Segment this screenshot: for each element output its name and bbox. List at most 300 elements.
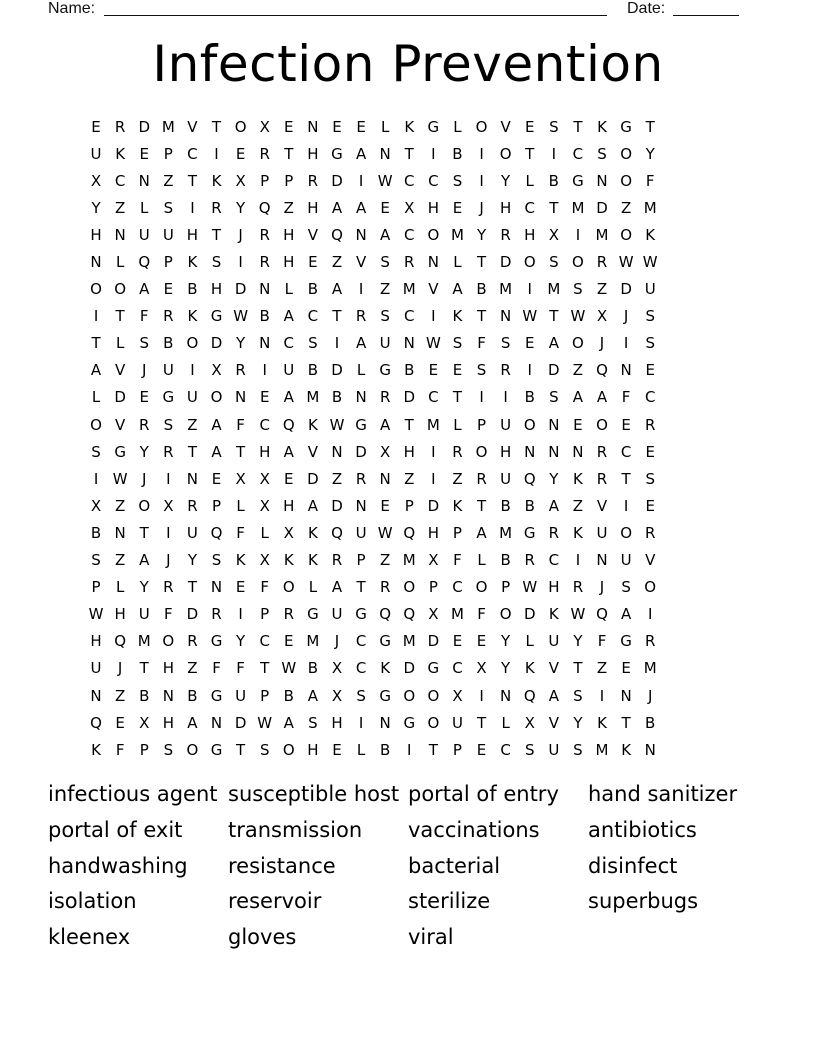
grid-letter: S <box>211 253 222 272</box>
grid-letter: Z <box>380 551 391 570</box>
grid-letter: L <box>115 334 125 353</box>
grid-letter: G <box>620 117 632 136</box>
grid-letter: M <box>137 632 151 651</box>
grid-letter: C <box>572 144 584 163</box>
word-list-item: isolation <box>48 889 137 914</box>
grid-letter: P <box>260 605 270 624</box>
grid-letter: U <box>138 225 150 244</box>
grid-letter: G <box>427 659 440 678</box>
grid-letter: A <box>380 415 391 434</box>
grid-letter: U <box>235 686 247 705</box>
grid-letter: Z <box>452 469 463 488</box>
grid-letter: X <box>235 171 246 190</box>
grid-letter: D <box>523 605 536 624</box>
grid-letter: C <box>524 198 535 217</box>
grid-letter: Q <box>379 605 392 624</box>
grid-letter: I <box>479 388 484 407</box>
grid-letter: N <box>620 686 632 705</box>
grid-letter: B <box>500 496 511 515</box>
grid-letter: K <box>307 415 318 434</box>
grid-letter: C <box>644 388 656 407</box>
grid-letter: S <box>452 334 463 353</box>
grid-letter: T <box>573 117 583 136</box>
grid-letter: W <box>642 253 658 272</box>
grid-letter: C <box>404 307 415 326</box>
grid-letter: I <box>527 361 532 380</box>
grid-letter: H <box>283 496 295 515</box>
grid-letter: K <box>524 659 535 678</box>
grid-letter: T <box>452 388 463 407</box>
grid-letter: E <box>380 198 390 217</box>
grid-letter: W <box>570 307 586 326</box>
grid-letter: H <box>162 713 174 732</box>
word-list <box>48 776 768 955</box>
grid-letter: R <box>163 442 174 461</box>
grid-letter: S <box>573 280 583 299</box>
grid-letter: I <box>503 388 508 407</box>
grid-letter: Q <box>331 523 343 542</box>
grid-letter: J <box>117 659 123 678</box>
grid-letter: Q <box>403 605 416 624</box>
grid-letter: T <box>621 713 631 732</box>
grid-letter: A <box>476 523 487 542</box>
grid-letter: H <box>259 442 271 461</box>
grid-letter: O <box>282 578 295 597</box>
grid-letter: Z <box>163 171 174 190</box>
grid-letter: N <box>644 740 656 759</box>
date-blank-line <box>673 15 739 16</box>
grid-letter: B <box>187 280 198 299</box>
grid-row <box>84 276 735 303</box>
grid-letter: M <box>643 198 657 217</box>
grid-letter: V <box>187 117 198 136</box>
grid-letter: J <box>599 334 605 353</box>
grid-row <box>84 709 735 736</box>
grid-letter: C <box>404 171 415 190</box>
grid-letter: P <box>452 740 462 759</box>
grid-letter: Q <box>282 415 295 434</box>
grid-letter: X <box>259 117 270 136</box>
header <box>48 0 748 20</box>
grid-letter: O <box>403 578 416 597</box>
grid-letter: L <box>453 253 462 272</box>
word-list-item: hand sanitizer <box>588 782 738 806</box>
grid-letter: D <box>331 171 343 190</box>
grid-letter: Y <box>549 469 559 488</box>
grid-letter: O <box>523 415 536 434</box>
grid-letter: E <box>573 415 583 434</box>
grid-letter: X <box>211 361 222 380</box>
grid-letter: H <box>307 740 319 759</box>
grid-letter: K <box>91 740 101 759</box>
grid-letter: T <box>404 415 414 434</box>
grid-letter: F <box>260 578 270 597</box>
grid-letter: F <box>477 605 486 624</box>
grid-letter: X <box>139 713 150 732</box>
grid-letter: I <box>623 334 629 353</box>
grid-letter: N <box>379 469 391 488</box>
grid-letter: I <box>431 469 436 488</box>
grid-letter: T <box>549 307 559 326</box>
grid-letter: O <box>499 144 512 163</box>
grid-letter: P <box>452 523 462 542</box>
grid-letter: L <box>115 578 125 597</box>
grid-letter: G <box>379 686 391 705</box>
grid-letter: I <box>214 144 219 163</box>
grid-letter: Q <box>596 361 608 380</box>
grid-letter: K <box>187 253 198 272</box>
grid-letter: O <box>475 117 488 136</box>
grid-row <box>84 384 735 411</box>
grid-letter: C <box>452 578 463 597</box>
word-list-item: antibiotics <box>588 817 697 842</box>
grid-letter: R <box>355 469 367 488</box>
grid-letter: C <box>428 171 439 190</box>
grid-letter: B <box>524 496 535 515</box>
grid-letter: U <box>620 551 632 570</box>
grid-letter: W <box>377 523 393 542</box>
grid-letter: Y <box>501 659 511 678</box>
grid-letter: L <box>140 198 149 217</box>
grid-letter: W <box>618 253 634 272</box>
grid-letter: M <box>402 280 416 299</box>
grid-letter: U <box>548 740 560 759</box>
grid-letter: N <box>596 551 608 570</box>
grid-letter: N <box>210 578 223 597</box>
grid-letter: O <box>620 144 633 163</box>
grid-letter: B <box>476 280 487 299</box>
grid-letter: G <box>523 523 536 542</box>
grid-letter: A <box>139 280 150 299</box>
grid-letter: E <box>524 117 535 136</box>
grid-letter: O <box>475 578 488 597</box>
grid-letter: D <box>234 280 247 299</box>
grid-letter: X <box>259 551 270 570</box>
grid-letter: O <box>282 740 295 759</box>
grid-letter: N <box>138 171 150 190</box>
grid-letter: N <box>259 280 271 299</box>
grid-letter: A <box>307 496 319 515</box>
grid-letter: R <box>355 307 367 326</box>
grid-letter: R <box>235 361 246 380</box>
grid-letter: H <box>427 523 439 542</box>
grid-letter: A <box>331 198 343 217</box>
grid-letter: I <box>431 442 436 461</box>
grid-letter: G <box>379 632 391 651</box>
grid-letter: S <box>476 361 487 380</box>
grid-letter: B <box>331 388 343 407</box>
grid-letter: X <box>163 496 174 515</box>
grid-letter: D <box>596 198 608 217</box>
grid-letter: S <box>91 442 101 461</box>
grid-letter: I <box>358 713 364 732</box>
grid-letter: F <box>236 523 245 542</box>
grid-letter: X <box>90 171 102 190</box>
grid-row <box>84 736 735 763</box>
grid-letter: R <box>452 442 463 461</box>
grid-letter: Z <box>187 659 198 678</box>
grid-letter: B <box>452 144 463 163</box>
grid-row <box>84 221 735 248</box>
grid-letter: N <box>596 171 608 190</box>
grid-letter: V <box>645 551 656 570</box>
grid-letter: U <box>186 523 198 542</box>
grid-letter: S <box>573 740 583 759</box>
grid-letter: V <box>307 442 319 461</box>
grid-letter: V <box>548 713 559 732</box>
grid-letter: Y <box>236 198 246 217</box>
grid-letter: M <box>499 280 513 299</box>
grid-letter: D <box>138 117 151 136</box>
grid-letter: T <box>476 307 487 326</box>
grid-letter: O <box>523 253 536 272</box>
grid-letter: S <box>163 740 174 759</box>
grid-letter: L <box>525 632 534 651</box>
grid-letter: Z <box>115 686 126 705</box>
grid-letter: D <box>307 469 319 488</box>
grid-letter: B <box>163 334 174 353</box>
grid-letter: E <box>115 713 125 732</box>
grid-letter: T <box>549 198 559 217</box>
grid-letter: Z <box>115 198 126 217</box>
grid-letter: I <box>358 171 364 190</box>
grid-letter: I <box>93 469 99 488</box>
grid-letter: B <box>404 361 415 380</box>
grid-letter: A <box>139 551 150 570</box>
grid-letter: I <box>623 496 629 515</box>
grid-letter: G <box>355 605 367 624</box>
grid-letter: I <box>479 171 484 190</box>
grid-letter: O <box>403 686 416 705</box>
grid-letter: I <box>479 686 484 705</box>
grid-letter: P <box>501 578 511 597</box>
grid-letter: T <box>187 171 197 190</box>
grid-letter: K <box>115 144 126 163</box>
grid-letter: V <box>596 496 608 515</box>
grid-letter: R <box>500 361 511 380</box>
grid-letter: N <box>114 225 126 244</box>
grid-letter: N <box>379 144 391 163</box>
grid-letter: H <box>90 632 102 651</box>
grid-letter: T <box>356 578 366 597</box>
grid-letter: F <box>212 659 221 678</box>
word-list-item: reservoir <box>228 889 322 914</box>
grid-letter: A <box>452 280 463 299</box>
grid-letter: K <box>187 307 198 326</box>
grid-letter: M <box>402 632 416 651</box>
grid-letter: P <box>139 740 149 759</box>
grid-letter: L <box>453 117 462 136</box>
grid-row <box>84 357 735 384</box>
grid-letter: L <box>501 713 510 732</box>
grid-letter: S <box>524 740 535 759</box>
grid-letter: M <box>595 225 609 244</box>
grid-letter: H <box>210 280 223 299</box>
grid-letter: S <box>163 415 174 434</box>
grid-row <box>84 411 735 438</box>
grid-letter: J <box>142 469 147 488</box>
grid-letter: J <box>238 225 243 244</box>
grid-letter: M <box>571 198 585 217</box>
grid-letter: G <box>210 632 223 651</box>
grid-letter: A <box>211 442 222 461</box>
grid-letter: H <box>427 198 439 217</box>
grid-letter: H <box>114 605 126 624</box>
grid-letter: J <box>599 578 605 597</box>
grid-row <box>84 465 735 492</box>
grid-letter: U <box>162 361 174 380</box>
name-blank-line <box>104 15 607 16</box>
grid-letter: I <box>93 307 99 326</box>
grid-letter: I <box>599 686 605 705</box>
grid-letter: T <box>115 307 125 326</box>
grid-letter: F <box>139 307 149 326</box>
grid-letter: X <box>331 686 343 705</box>
grid-row <box>84 167 735 194</box>
grid-letter: J <box>334 632 340 651</box>
grid-letter: R <box>644 415 656 434</box>
word-list-item: resistance <box>228 853 336 878</box>
grid-letter: E <box>235 144 246 163</box>
grid-letter: G <box>114 442 126 461</box>
grid-letter: B <box>307 280 319 299</box>
grid-letter: D <box>210 334 223 353</box>
grid-letter: Z <box>596 659 608 678</box>
grid-letter: L <box>308 578 318 597</box>
grid-letter: R <box>379 578 391 597</box>
grid-letter: Q <box>403 523 416 542</box>
grid-letter: M <box>402 551 416 570</box>
grid-letter: R <box>283 605 295 624</box>
grid-letter: V <box>115 415 126 434</box>
grid-letter: J <box>479 198 484 217</box>
grid-letter: S <box>621 578 631 597</box>
grid-letter: Z <box>115 551 126 570</box>
grid-row <box>84 682 735 709</box>
grid-letter: F <box>236 659 245 678</box>
grid-letter: N <box>331 442 343 461</box>
grid-letter: Q <box>210 523 223 542</box>
grid-row <box>84 194 735 221</box>
grid-letter: G <box>210 740 223 759</box>
grid-row <box>84 574 735 601</box>
grid-letter: Q <box>138 253 151 272</box>
word-list-item: portal of entry <box>408 782 559 806</box>
grid-letter: P <box>260 171 270 190</box>
grid-letter: P <box>356 551 366 570</box>
grid-letter: X <box>548 225 559 244</box>
grid-letter: C <box>307 307 319 326</box>
grid-letter: R <box>524 551 535 570</box>
grid-letter: Z <box>187 415 198 434</box>
grid-letter: C <box>428 388 439 407</box>
grid-letter: T <box>236 740 246 759</box>
grid-letter: E <box>332 117 342 136</box>
grid-letter: N <box>548 415 560 434</box>
grid-letter: N <box>572 442 584 461</box>
grid-letter: Z <box>115 496 126 515</box>
grid-letter: B <box>307 659 319 678</box>
grid-letter: H <box>331 713 343 732</box>
grid-letter: C <box>187 144 198 163</box>
grid-letter: X <box>235 469 246 488</box>
grid-letter: U <box>596 523 608 542</box>
grid-letter: C <box>404 225 415 244</box>
grid-letter: T <box>284 144 294 163</box>
grid-letter: V <box>307 225 319 244</box>
grid-letter: M <box>450 225 464 244</box>
grid-letter: D <box>355 442 367 461</box>
grid-letter: E <box>621 659 631 678</box>
grid-letter: Y <box>501 632 511 651</box>
grid-letter: H <box>307 144 319 163</box>
grid-letter: S <box>380 307 390 326</box>
grid-letter: H <box>283 225 295 244</box>
grid-letter: F <box>236 415 245 434</box>
grid-letter: K <box>235 551 246 570</box>
grid-letter: F <box>477 334 486 353</box>
grid-letter: E <box>621 415 631 434</box>
grid-letter: K <box>621 740 632 759</box>
grid-letter: D <box>331 496 343 515</box>
grid-letter: R <box>500 225 511 244</box>
letter-grid <box>84 113 735 763</box>
grid-letter: T <box>476 253 487 272</box>
grid-letter: X <box>476 659 487 678</box>
grid-letter: J <box>166 551 171 570</box>
grid-letter: A <box>331 280 343 299</box>
grid-letter: T <box>621 469 631 488</box>
grid-letter: E <box>284 469 294 488</box>
grid-letter: X <box>428 551 439 570</box>
grid-letter: L <box>477 551 486 570</box>
grid-letter: A <box>355 144 367 163</box>
grid-letter: M <box>499 523 513 542</box>
grid-letter: O <box>90 280 102 299</box>
grid-letter: R <box>596 442 608 461</box>
grid-row <box>84 330 735 357</box>
grid-row <box>84 113 735 140</box>
grid-letter: W <box>329 415 345 434</box>
grid-letter: S <box>308 334 318 353</box>
grid-letter: P <box>163 253 173 272</box>
grid-letter: A <box>187 713 198 732</box>
grid-letter: T <box>404 144 414 163</box>
grid-letter: R <box>163 578 174 597</box>
grid-letter: A <box>596 388 608 407</box>
grid-letter: X <box>259 469 270 488</box>
grid-letter: D <box>234 713 247 732</box>
grid-letter: D <box>186 605 199 624</box>
grid-letter: U <box>90 659 102 678</box>
grid-letter: V <box>500 117 511 136</box>
grid-letter: S <box>356 686 366 705</box>
grid-letter: E <box>259 388 270 407</box>
grid-letter: D <box>114 388 126 407</box>
word-list-item: kleenex <box>48 925 131 950</box>
grid-letter: R <box>259 253 270 272</box>
grid-letter: R <box>187 496 198 515</box>
grid-letter: R <box>114 117 126 136</box>
grid-letter: K <box>573 523 583 542</box>
grid-letter: N <box>259 334 271 353</box>
grid-letter: N <box>500 307 512 326</box>
grid-letter: N <box>90 686 102 705</box>
grid-letter: G <box>210 686 223 705</box>
grid-letter: C <box>355 659 367 678</box>
grid-letter: A <box>283 388 294 407</box>
grid-letter: J <box>647 686 653 705</box>
